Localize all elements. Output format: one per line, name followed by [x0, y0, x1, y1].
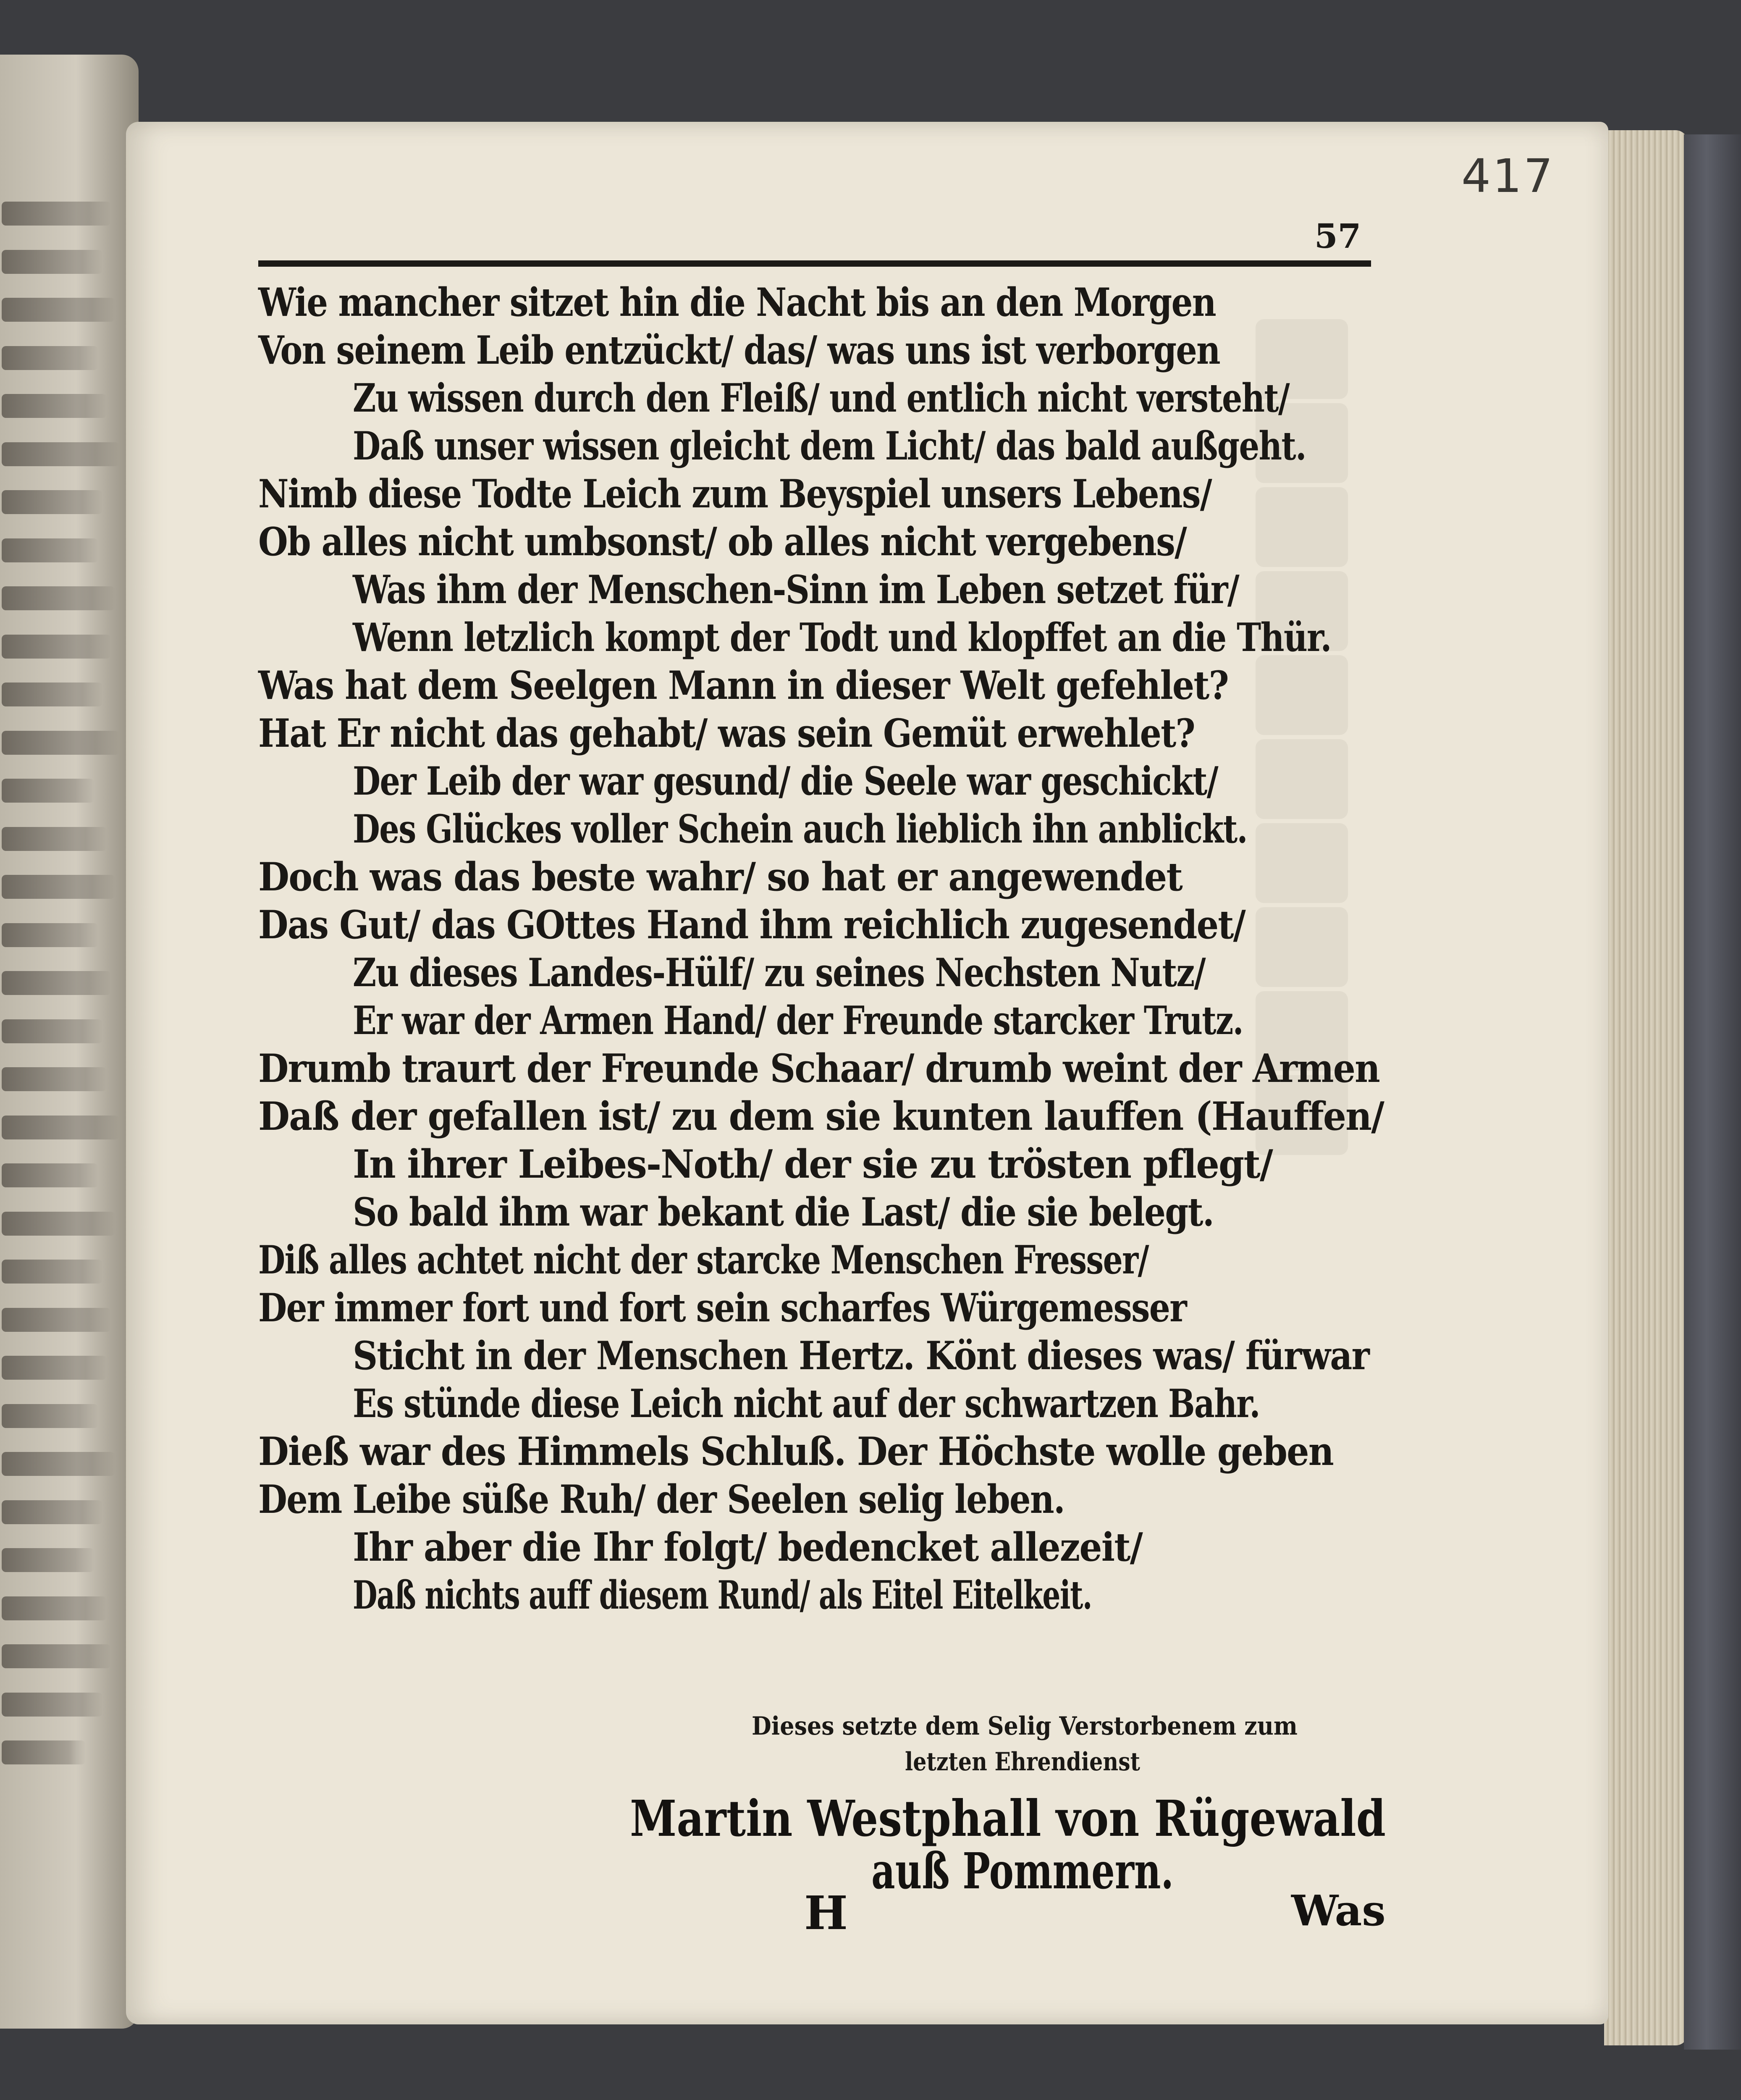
- facing-page-line: [2, 1500, 102, 1524]
- facing-page-line: [2, 490, 102, 514]
- poem-line: Drumb traurt der Freunde Schaar/ drumb weint der Armen: [258, 1045, 1379, 1091]
- poem-line: Wie mancher sitzet hin die Nacht bis an den Morgen: [258, 279, 1216, 325]
- facing-page-line: [2, 682, 102, 706]
- poem-line: Sticht in der Menschen Hertz. Könt dieses was/ fürwar: [353, 1333, 1369, 1378]
- poem-line: Zu dieses Landes-Hülf/ zu seines Nechsten Nutz/: [353, 950, 1205, 995]
- facing-page-line: [2, 1212, 115, 1236]
- poem-line: In ihrer Leibes-Noth/ der sie zu trösten pflegt/: [353, 1141, 1272, 1187]
- facing-page-line: [2, 298, 115, 322]
- poem-line: Zu wissen durch den Fleiß/ und entlich nicht versteht/: [353, 375, 1289, 421]
- facing-page-line: [2, 1596, 107, 1620]
- facing-page-line: [2, 923, 98, 947]
- poem-line: Daß nichts auff diesem Rund/ als Eitel Eitelkeit.: [353, 1572, 1092, 1618]
- dedication-line-2: letzten Ehrendienst: [905, 1747, 1140, 1777]
- facing-page-line: [2, 635, 111, 659]
- facing-page-line: [2, 250, 102, 274]
- poem-line: Ihr aber die Ihr folgt/ bedencket allezeit/: [353, 1524, 1142, 1570]
- poem-line: Dem Leibe süße Ruh/ der Seelen selig leben.: [258, 1476, 1065, 1522]
- poem-line: Nimb diese Todte Leich zum Beyspiel unsers Lebens/: [258, 471, 1211, 517]
- facing-page-line: [2, 346, 98, 370]
- facing-page-line: [2, 202, 111, 226]
- poem-line: Hat Er nicht das gehabt/ was sein Gemüt erwehlet?: [258, 710, 1195, 756]
- author-name: Martin Westphall von Rügewald: [630, 1789, 1386, 1848]
- poem-line: Er war der Armen Hand/ der Freunde starcker Trutz.: [353, 998, 1243, 1043]
- poem-line: Des Glückes voller Schein auch lieblich ihn anblickt.: [353, 806, 1247, 852]
- facing-page-line: [2, 1548, 94, 1572]
- poem-line: Es stünde diese Leich nicht auf der schwartzen Bahr.: [353, 1381, 1260, 1426]
- facing-page-line: [2, 1404, 98, 1428]
- page-number: 57: [1314, 216, 1361, 256]
- facing-page-line: [2, 1163, 98, 1187]
- poem-line: Der immer fort und fort sein scharfes Würgemesser: [258, 1285, 1186, 1331]
- facing-page-line: [2, 875, 115, 899]
- poem-line: Was ihm der Menschen-Sinn im Leben setzet für/: [353, 567, 1239, 612]
- facing-page-line: [2, 586, 115, 610]
- header-rule: [258, 260, 1371, 267]
- poem-line: Doch was das beste wahr/ so hat er angewendet: [258, 854, 1182, 900]
- dedication-line-1: Dieses setzte dem Selig Verstorbenem zum: [752, 1712, 1298, 1741]
- catchword: Was: [1291, 1886, 1386, 1935]
- poem-line: Von seinem Leib entzückt/ das/ was uns ist verborgen: [258, 327, 1220, 373]
- facing-page-line: [2, 538, 98, 562]
- facing-page-line: [2, 971, 111, 995]
- signature-mark: H: [804, 1886, 848, 1940]
- facing-page-edge: [0, 55, 139, 2029]
- facing-page-line: [2, 779, 94, 803]
- facing-page-line: [2, 731, 119, 755]
- facing-page-line: [2, 1116, 119, 1139]
- page-block-edges: [1604, 130, 1688, 2045]
- book-cover-edge: [1684, 134, 1741, 2050]
- facing-page-line: [2, 1740, 86, 1764]
- facing-page-line: [2, 827, 107, 851]
- poem-line: Daß unser wissen gleicht dem Licht/ das bald außgeht.: [353, 423, 1306, 469]
- facing-page-text-fragments: [2, 202, 123, 1789]
- poem-line: Ob alles nicht umbsonst/ ob alles nicht vergebens/: [258, 519, 1186, 564]
- poem-line: Das Gut/ das GOttes Hand ihm reichlich zugesendet/: [258, 902, 1245, 948]
- facing-page-line: [2, 1260, 102, 1284]
- facing-page-line: [2, 1308, 111, 1332]
- poem-line: So bald ihm war bekant die Last/ die sie belegt.: [353, 1189, 1214, 1235]
- poem-line: Dieß war des Himmels Schluß. Der Höchste wolle geben: [258, 1428, 1333, 1474]
- facing-page-line: [2, 1452, 115, 1476]
- pencil-folio-number: 417: [1461, 149, 1555, 203]
- author-origin: auß Pommern.: [871, 1842, 1174, 1900]
- facing-page-line: [2, 1019, 102, 1043]
- facing-page-line: [2, 1693, 102, 1717]
- poem-line: Wenn letzlich kompt der Todt und klopffet an die Thür.: [353, 614, 1331, 660]
- facing-page-line: [2, 1067, 107, 1091]
- facing-page-line: [2, 394, 107, 418]
- facing-page-line: [2, 1356, 107, 1380]
- facing-page-line: [2, 442, 119, 466]
- poem-line: Der Leib der war gesund/ die Seele war geschickt/: [353, 758, 1218, 804]
- poem-line: Daß der gefallen ist/ zu dem sie kunten lauffen (Hauffen/: [258, 1093, 1384, 1139]
- poem-line: Diß alles achtet nicht der starcke Menschen Fresser/: [258, 1237, 1148, 1283]
- poem-line: Was hat dem Seelgen Mann in dieser Welt gefehlet?: [258, 662, 1228, 708]
- facing-page-line: [2, 1644, 111, 1668]
